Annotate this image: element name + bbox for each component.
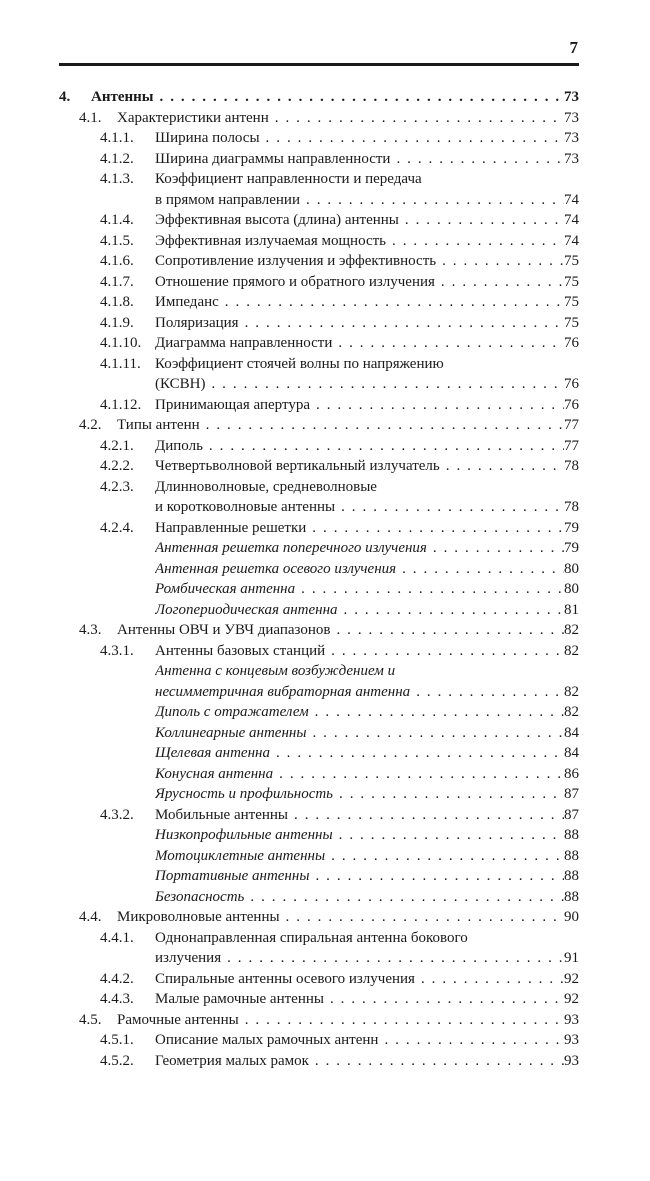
dot-leader [269,108,564,129]
toc-entry-title: Четвертьволновой вертикальный излучатель [155,458,440,474]
toc-entry[interactable] [59,395,579,416]
dot-leader [309,702,564,723]
toc-entry[interactable] [59,1030,579,1051]
toc-entry-page: 81 [564,601,579,618]
toc-entry[interactable] [59,559,579,580]
toc-entry-page: 73 [564,109,579,126]
dot-leader [280,907,564,928]
toc-entry-title: излучения [155,950,222,966]
toc-entry-number: 4.1.8. [100,294,134,310]
toc-entry-page: 88 [564,868,579,884]
toc-entry-title: Мотоциклетные антенны [155,847,326,864]
toc-entry[interactable] [59,497,579,518]
page-number: 7 [569,38,578,57]
toc-entry[interactable] [59,477,579,498]
toc-entry-title: Коллинеарные антенны [155,724,307,741]
toc-entry-number: 4.2.1. [100,437,134,454]
toc-entry[interactable] [59,887,579,908]
toc-entry-title: Антенны базовых станций [155,642,326,659]
toc-entry-page: 74 [564,212,579,228]
toc-entry-page: 82 [564,704,579,720]
toc-entry[interactable] [59,456,579,477]
dot-leader [260,128,564,149]
toc-entry-number: 4.3.1. [100,642,134,659]
toc-entry-page: 75 [564,273,579,290]
toc-entry-page: 82 [564,642,579,659]
toc-entry-title: Поляризация [155,314,239,331]
toc-entry[interactable] [59,251,579,272]
toc-entry-page: 88 [564,827,579,843]
toc-entry-page: 75 [564,314,579,331]
toc-entry-number: 4.1.6. [100,253,134,269]
toc-entry[interactable] [59,210,579,231]
toc-entry-title: Типы антенн [117,417,200,433]
toc-entry[interactable] [59,661,579,682]
toc-entry-number: 4.2.3. [100,478,134,495]
toc-entry-page: 78 [564,458,579,474]
toc-entry-title: Микроволновые антенны [117,909,280,925]
toc-entry-page: 88 [564,888,579,905]
toc-entry-page: 74 [564,191,579,208]
toc-entry-number: 4.1. [79,109,102,126]
toc-entry[interactable] [59,600,579,621]
toc-entry-number: 4.2.2. [100,458,134,474]
toc-entry[interactable] [59,518,579,539]
toc-entry-page: 91 [564,950,579,966]
toc-entry-title: Геометрия малых рамок [155,1052,309,1069]
toc-entry-title: Низкопрофильные антенны [155,827,333,843]
dot-leader [221,948,564,969]
toc-entry-title: Ярусность и профильность [155,786,334,802]
dot-leader [309,1051,564,1072]
toc-entry-title: Отношение прямого и обратного излучения [155,273,435,290]
dot-leader [310,395,564,416]
toc-entry-title: Коэффициент направленности и передача [155,171,422,187]
toc-entry-number: 4.5.2. [100,1052,134,1069]
dot-leader [325,641,564,662]
toc-entry[interactable] [59,313,579,334]
toc-entry-page: 76 [564,376,579,392]
toc-entry-title: несимметричная вибраторная антенна [155,683,411,700]
dot-leader [200,415,564,436]
toc-entry-number: 4.5. [79,1011,102,1028]
toc-entry[interactable] [59,292,579,313]
toc-entry-number: 4.1.3. [100,171,134,187]
dot-leader [270,743,564,764]
toc-entry-page: 84 [564,745,579,761]
toc-entry[interactable] [59,907,579,928]
dot-leader [335,497,564,518]
dot-leader [386,231,564,252]
dot-leader [436,251,564,272]
toc-entry-page: 86 [564,765,579,782]
toc-entry[interactable] [59,989,579,1010]
toc-entry-title: Ширина диаграммы направленности [155,150,391,167]
toc-entry-title: Направленные решетки [155,519,307,536]
toc-entry-title: Ширина полосы [155,130,260,146]
toc-entry-number: 4.1.12. [100,396,142,413]
toc-entry-title: Эффективная излучаемая мощность [155,232,386,249]
table-of-contents [59,87,579,1071]
dot-leader [338,600,564,621]
toc-entry-number: 4.1.4. [100,212,134,228]
toc-entry-title: Импеданс [155,294,219,310]
toc-entry[interactable] [59,354,579,375]
toc-entry[interactable] [59,743,579,764]
toc-entry[interactable] [59,620,579,641]
toc-entry[interactable] [59,538,579,559]
toc-entry[interactable] [59,805,579,826]
toc-entry-page: 92 [564,970,579,987]
toc-entry-title: Щелевая антенна [155,745,270,761]
toc-entry-page: 82 [564,622,579,638]
dot-leader [333,784,564,805]
dot-leader [399,210,564,231]
toc-entry-number: 4.1.11. [100,355,141,372]
toc-entry-page: 74 [564,232,579,249]
toc-entry-title: Антенны [91,89,154,105]
toc-entry-title: Характеристики антенн [117,109,269,126]
dot-leader [273,764,564,785]
toc-entry-page: 77 [564,417,579,433]
toc-entry-title: Эффективная высота (длина) антенны [155,212,399,228]
toc-entry-number: 4.1.7. [100,273,134,290]
toc-entry[interactable] [59,1051,579,1072]
toc-entry-title: Антенна с концевым возбуждением и [155,663,396,679]
toc-entry-title: Спиральные антенны осевого излучения [155,970,415,987]
dot-leader [239,1010,564,1031]
toc-entry-title: Портативные антенны [155,868,310,884]
toc-entry-page: 87 [564,786,579,802]
toc-entry-page: 73 [564,130,579,146]
toc-entry-number: 4.1.2. [100,150,134,167]
toc-entry-title: Диаграмма направленности [155,335,333,351]
toc-entry[interactable] [59,87,579,108]
toc-entry-title: Диполь [155,437,203,454]
toc-entry-number: 4.4.1. [100,929,134,946]
toc-entry[interactable] [59,784,579,805]
toc-entry-page: 76 [564,396,579,413]
toc-entry-page: 93 [564,1052,579,1069]
toc-entry-number: 4. [59,89,71,105]
dot-leader [415,969,564,990]
toc-entry-number: 4.2. [79,417,102,433]
toc-entry-page: 82 [564,683,579,700]
toc-entry[interactable] [59,846,579,867]
toc-entry-title: Ромбическая антенна [155,581,296,597]
toc-entry-title: Принимающая апертура [155,396,310,413]
toc-entry-title: (КСВН) [155,376,206,392]
dot-leader [300,190,564,211]
dot-leader [203,436,564,457]
dot-leader [427,538,564,559]
toc-entry-title: и коротковолновые антенны [155,499,336,515]
toc-entry-page: 80 [564,581,579,597]
toc-entry-page: 79 [564,519,579,536]
toc-entry-page: 84 [564,724,579,741]
toc-entry-page: 73 [564,89,579,105]
toc-entry-number: 4.4.3. [100,991,134,1007]
toc-entry-page: 88 [564,847,579,864]
toc-entry-page: 87 [564,806,579,823]
toc-entry-title: Мобильные антенны [155,806,288,823]
dot-leader [378,1030,564,1051]
toc-entry[interactable] [59,190,579,211]
toc-entry-page: 80 [564,560,579,577]
dot-leader [324,989,564,1010]
header-rule [59,63,579,66]
toc-entry[interactable] [59,415,579,436]
toc-entry-page: 93 [564,1011,579,1028]
toc-entry-title: Однонаправленная спиральная антенна бокового [155,929,468,946]
toc-entry-page: 75 [564,294,579,310]
toc-entry[interactable] [59,128,579,149]
dot-leader [390,149,564,170]
dot-leader [295,579,564,600]
toc-entry-page: 77 [564,437,579,454]
toc-entry-number: 4.1.10. [100,335,142,351]
toc-entry-number: 4.1.9. [100,314,134,331]
toc-entry-number: 4.1.5. [100,232,134,249]
dot-leader [309,866,564,887]
toc-entry-title: Длинноволновые, средневолновые [155,478,377,495]
toc-entry-title: в прямом направлении [155,191,300,208]
toc-entry[interactable] [59,948,579,969]
toc-entry-title: Рамочные антенны [117,1011,239,1028]
dot-leader [325,846,564,867]
dot-leader [440,456,564,477]
toc-entry-page: 90 [564,909,579,925]
dot-leader [333,825,564,846]
dot-leader [435,272,564,293]
toc-entry[interactable] [59,825,579,846]
dot-leader [306,723,564,744]
toc-entry-number: 4.1.1. [100,130,134,146]
toc-entry[interactable] [59,702,579,723]
toc-entry-title: Антенная решетка осевого излучения [155,560,397,577]
toc-entry[interactable] [59,969,579,990]
toc-entry-title: Сопротивление излучения и эффективность [155,253,437,269]
toc-entry-number: 4.4.2. [100,970,134,987]
toc-entry[interactable] [59,1010,579,1031]
toc-entry-title: Конусная антенна [155,765,274,782]
toc-entry-number: 4.3. [79,622,102,638]
toc-entry-title: Антенны ОВЧ и УВЧ диапазонов [117,622,331,638]
toc-entry-page: 76 [564,335,579,351]
toc-entry-title: Коэффициент стоячей волны по напряжению [155,355,444,372]
toc-entry-page: 78 [564,499,579,515]
toc-entry[interactable] [59,374,579,395]
dot-leader [154,87,565,108]
toc-entry-page: 79 [564,540,579,556]
toc-entry-title: Диполь с отражателем [155,704,309,720]
toc-entry-page: 93 [564,1032,579,1048]
toc-entry[interactable] [59,579,579,600]
dot-leader [396,559,564,580]
dot-leader [306,518,564,539]
toc-entry-title: Малые рамочные антенны [155,991,324,1007]
toc-entry[interactable] [59,866,579,887]
dot-leader [410,682,564,703]
dot-leader [330,620,564,641]
dot-leader [288,805,564,826]
toc-entry-title: Описание малых рамочных антенн [155,1032,379,1048]
toc-entry-number: 4.4. [79,909,102,925]
toc-entry[interactable] [59,108,579,129]
toc-entry[interactable] [59,764,579,785]
toc-entry[interactable] [59,723,579,744]
toc-entry[interactable] [59,272,579,293]
toc-entry-number: 4.3.2. [100,806,134,823]
toc-entry[interactable] [59,928,579,949]
dot-leader [244,887,564,908]
toc-entry[interactable] [59,149,579,170]
toc-entry[interactable] [59,436,579,457]
toc-entry[interactable] [59,231,579,252]
toc-entry[interactable] [59,333,579,354]
toc-entry-title: Антенная решетка поперечного излучения [155,540,427,556]
toc-entry[interactable] [59,641,579,662]
toc-entry-page: 75 [564,253,579,269]
toc-entry[interactable] [59,169,579,190]
dot-leader [332,333,564,354]
toc-entry-page: 73 [564,150,579,167]
toc-entry[interactable] [59,682,579,703]
dot-leader [239,313,564,334]
dot-leader [219,292,564,313]
dot-leader [205,374,564,395]
toc-entry-title: Логопериодическая антенна [155,601,338,618]
toc-entry-number: 4.2.4. [100,519,134,536]
toc-entry-title: Безопасность [155,888,245,905]
toc-entry-page: 92 [564,991,579,1007]
toc-entry-number: 4.5.1. [100,1032,134,1048]
